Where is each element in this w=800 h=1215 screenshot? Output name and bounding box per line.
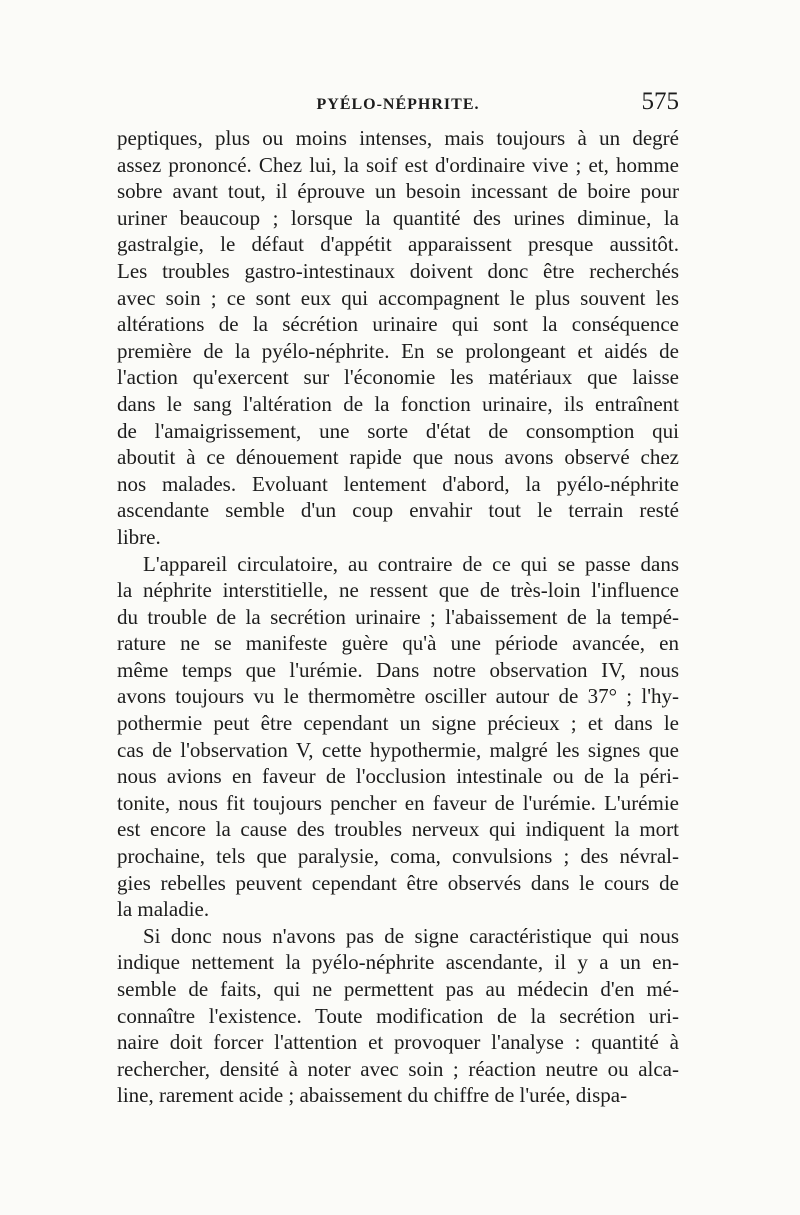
paragraph (117, 923, 679, 1109)
paragraph (117, 125, 679, 551)
text-line: avons toujours vu le thermomètre osciller autour de 37° ; l'hy- (117, 684, 679, 709)
text-line: assez prononcé. Chez lui, la soif est d'ordinaire vive ; et, homme (117, 152, 679, 177)
text-line: line, rarement acide ; abaissement du chiffre de l'urée, dispa- (117, 1083, 628, 1108)
text-line: sobre avant tout, il éprouve un besoin incessant de boire pour (117, 179, 679, 204)
text-line: ascendante semble d'un coup envahir tout le terrain resté (117, 498, 679, 523)
text-line: tonite, nous fit toujours pencher en faveur de l'urémie. L'urémie (117, 790, 679, 815)
text-line: peptiques, plus ou moins intenses, mais toujours à un degré (117, 126, 679, 150)
text-line: altérations de la sécrétion urinaire qui sont la conséquence (117, 312, 679, 337)
text-line: Si donc nous n'avons pas de signe caractéristique qui nous (143, 923, 679, 948)
text-line: du trouble de la secrétion urinaire ; l'abaissement de la tempé- (117, 604, 679, 629)
text-line: dans le sang l'altération de la fonction urinaire, ils entraînent (117, 391, 679, 416)
text-line: aboutit à ce dénouement rapide que nous avons observé chez (117, 445, 679, 470)
body-text (117, 125, 679, 1109)
text-line: la néphrite interstitielle, ne ressent que de très-loin l'influence (117, 578, 679, 603)
text-line: indique nettement la pyélo-néphrite ascendante, il y a un en- (117, 950, 679, 975)
text-line: pothermie peut être cependant un signe précieux ; et dans le (117, 711, 679, 736)
text-line: L'appareil circulatoire, au contraire de ce qui se passe dans (143, 551, 679, 576)
text-line: nos malades. Evoluant lentement d'abord, la pyélo-néphrite (117, 471, 679, 496)
text-line: uriner beaucoup ; lorsque la quantité des urines diminue, la (117, 205, 679, 230)
text-line: cas de l'observation V, cette hypothermie, malgré les signes que (117, 737, 679, 762)
page-number: 575 (641, 88, 679, 115)
text-line: nous avions en faveur de l'occlusion intestinale ou de la péri- (117, 764, 679, 789)
text-line: rature ne se manifeste guère qu'à une période avancée, en (117, 631, 679, 656)
text-line: prochaine, tels que paralysie, coma, convulsions ; des névral- (117, 844, 679, 869)
paragraph (117, 551, 679, 923)
text-line: naire doit forcer l'attention et provoquer l'analyse : quantité à (117, 1030, 679, 1055)
text-line: de l'amaigrissement, une sorte d'état de consomption qui (117, 418, 679, 443)
text-line: gies rebelles peuvent cependant être observés dans le cours de (117, 870, 679, 895)
running-head (117, 88, 679, 122)
text-line: l'action qu'exercent sur l'économie les matériaux que laisse (117, 365, 679, 390)
text-line: rechercher, densité à noter avec soin ; réaction neutre ou alca- (117, 1056, 679, 1081)
text-line: libre. (117, 524, 161, 549)
text-line: connaître l'existence. Toute modification de la secrétion uri- (117, 1003, 679, 1028)
text-line: Les troubles gastro-intestinaux doivent donc être recherchés (117, 258, 679, 283)
text-line: est encore la cause des troubles nerveux qui indiquent la mort (117, 817, 679, 842)
text-line: première de la pyélo-néphrite. En se prolongeant et aidés de (117, 338, 679, 363)
text-line: gastralgie, le défaut d'appétit apparaissent presque aussitôt. (117, 232, 679, 257)
text-line: avec soin ; ce sont eux qui accompagnent le plus souvent les (117, 285, 679, 310)
text-line: même temps que l'urémie. Dans notre observation IV, nous (117, 657, 679, 682)
running-title: PYÉLO-NÉPHRITE. (316, 96, 480, 113)
text-line: la maladie. (117, 897, 210, 922)
text-line: semble de faits, qui ne permettent pas au médecin d'en mé- (117, 977, 679, 1001)
